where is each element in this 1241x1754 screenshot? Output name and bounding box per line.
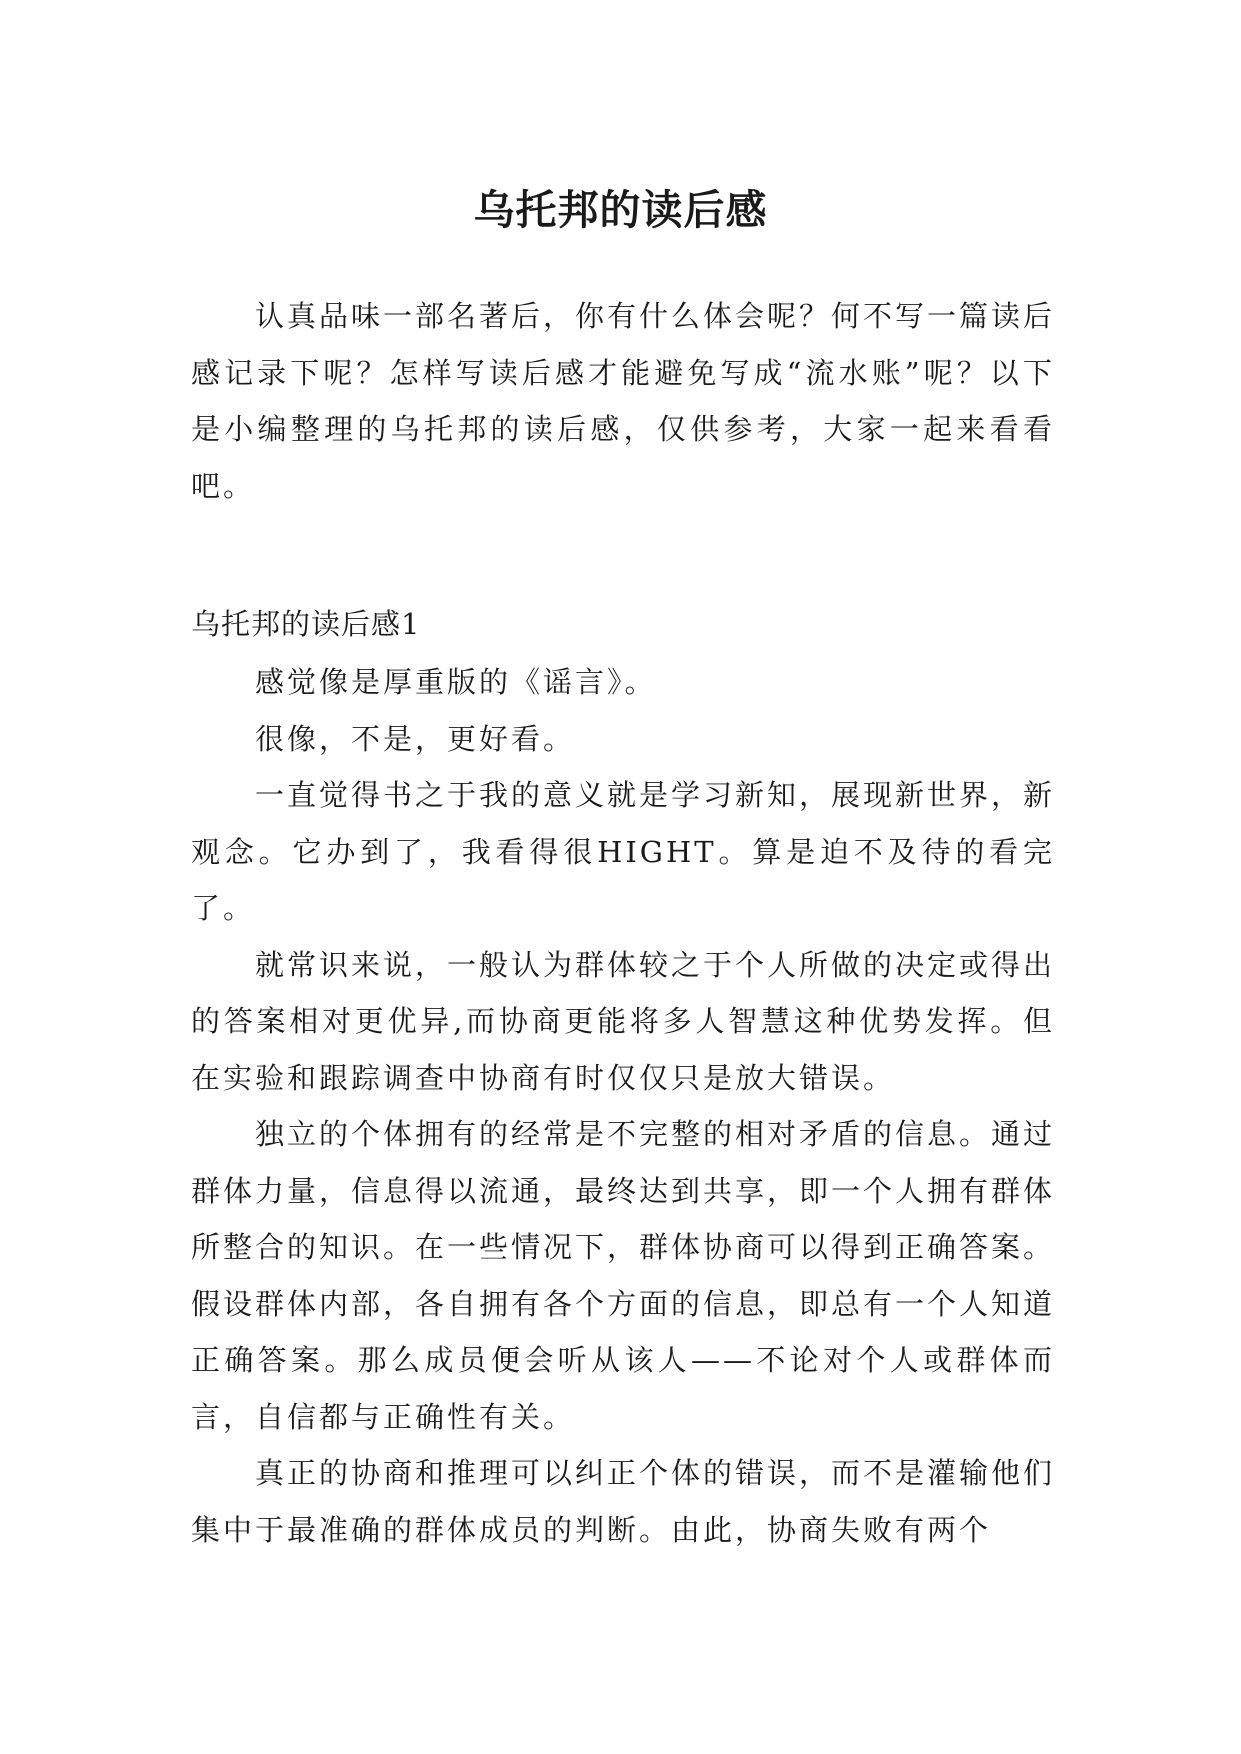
body-paragraph: 感觉像是厚重版的《谣言》。 [255, 665, 657, 699]
body-paragraph: 就常识来说，一般认为群体较之于个人所做的决定或得出的答案相对更优异,而协商更能将多人智慧这种优势发挥。但在实验和跟踪调查中协商有时仅仅只是放大错误。 [191, 947, 1056, 1095]
body-paragraph: 真正的协商和推理可以纠正个体的错误，而不是灌输他们集中于最准确的群体成员的判断。由此，协商失败有两个 [191, 1456, 1056, 1547]
document-body [191, 288, 1055, 1558]
body-paragraph: 独立的个体拥有的经常是不完整的相对矛盾的信息。通过群体力量，信息得以流通，最终达到共享，即一个人拥有群体所整合的知识。在一些情况下，群体协商可以得到正确答案。假设群体内部，各自拥有各个方面的信息，即总有一个人知道正确答案。那么成员便会听从该人——不论对个人或群体而言，自信都与正确性有关。 [191, 1117, 1056, 1434]
body-paragraph: 很像，不是，更好看。 [255, 721, 576, 756]
intro-paragraph: 认真品味一部名著后，你有什么体会呢？何不写一篇读后感记录下呢？怎样写读后感才能避免写成“流水账”呢？以下是小编整理的乌托邦的读后感，仅供参考，大家一起来看看吧。 [191, 299, 1056, 503]
body-paragraph: 一直觉得书之于我的意义就是学习新知，展现新世界，新观念。它办到了，我看得很HIGHT。算是迫不及待的看完了。 [191, 778, 1056, 925]
section-heading: 乌托邦的读后感1 [191, 607, 421, 641]
document-title: 乌托邦的读后感 [473, 186, 768, 235]
